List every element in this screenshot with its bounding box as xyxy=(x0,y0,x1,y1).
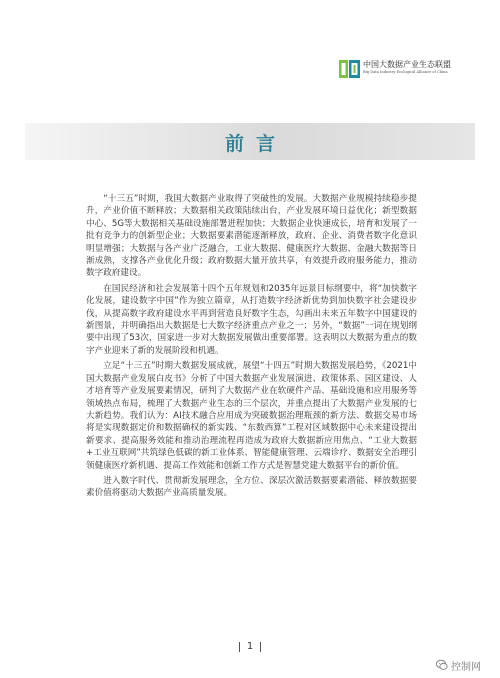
source-watermark xyxy=(436,658,498,672)
title-banner xyxy=(25,123,475,160)
preface-body xyxy=(86,193,417,500)
watermark-text: 控制网 xyxy=(451,662,481,673)
paragraph-1: “十三五”时期，我国大数据产业取得了突破性的发展。大数据产业规模持续稳步提升，产业价值不断释放；大数据相关政策陆续出台，产业发展环境日益优化；新型数据中心、5G等大数据相关基础设施部署进程加快；大数据企业快速成长，培育和发展了一批有竞争力的创新型企业；大数据要素潜能逐渐释放，政府、企业、消费者数字化意识明显增强；大数据与各产业广泛融合，工业大数据、健康医疗大数据、金融大数据等日渐成熟，支撑各产业优化升级；政府数据大量开放共享，有效提升政府服务能力，推动数字政府建设。 xyxy=(86,194,417,279)
alliance-logo-icon xyxy=(339,58,360,80)
wechat-icon xyxy=(436,659,448,671)
paragraph-3: 立足“十三五”时期大数据发展成就，展望“十四五”时期大数据发展趋势，《2021中国大数据产业发展白皮书》分析了中国大数据产业发展演进、政策体系、园区建设、人才培育等产业发展要素情况，研判了大数据产业在软硬件产品、基础设施和应用服务等领域热点布局，梳理了大数据产业生态的三个层次，并重点提出了大数据产业发展的七大新趋势。我们认为：AI技术融合应用成为突破数据治理瓶颈的新方法、数据交易市场将是实现数据定价和数据确权的新实践、“东数西算”工程对区域数据中心未来建设提出新要求、提高服务效能和推动治理流程再造成为政府大数据新应用焦点、“工业大数据+工业互联网”共筑绿色低碳的新工业体系、智能健康管理、云端诊疗、数据安全治理引领健康医疗新机遇、提高工作效能和创新工作方式是智慧党建大数据平台的新价值。 xyxy=(86,361,417,471)
page-number-area xyxy=(232,641,268,653)
alliance-name-cn: 中国大数据产业生态联盟 xyxy=(363,60,451,69)
alliance-name-en: Big Data Industry Ecological Alliance of China xyxy=(363,70,448,74)
page-number-right-bar xyxy=(260,642,261,652)
alliance-logo xyxy=(339,58,489,80)
paragraph-2: 在国民经济和社会发展第十四个五年规划和2035年远景目标纲要中，将“加快数字化发展，建设数字中国”作为独立篇章，从打造数字经济新优势到加快数字社会建设步伐，从提高数字政府建设水平再到营造良好数字生态，勾画出未来五年数字中国建设的新图景，并明确指出大数据是七大数字经济重点产业之一；另外，“数据”一词在规划纲要中出现了53次，国家进一步对大数据发展做出重要部署。这表明以大数据为重点的数字产业迎来了新的发展阶段和机遇。 xyxy=(86,283,417,356)
paragraph-4: 进入数字时代、贯彻新发展理念，全方位、深层次激活数据要素潜能、释放数据要素价值将驱动大数据产业高质量发展。 xyxy=(86,475,417,499)
page-number: 1 xyxy=(246,641,254,652)
page-title: 前言 xyxy=(224,133,287,155)
